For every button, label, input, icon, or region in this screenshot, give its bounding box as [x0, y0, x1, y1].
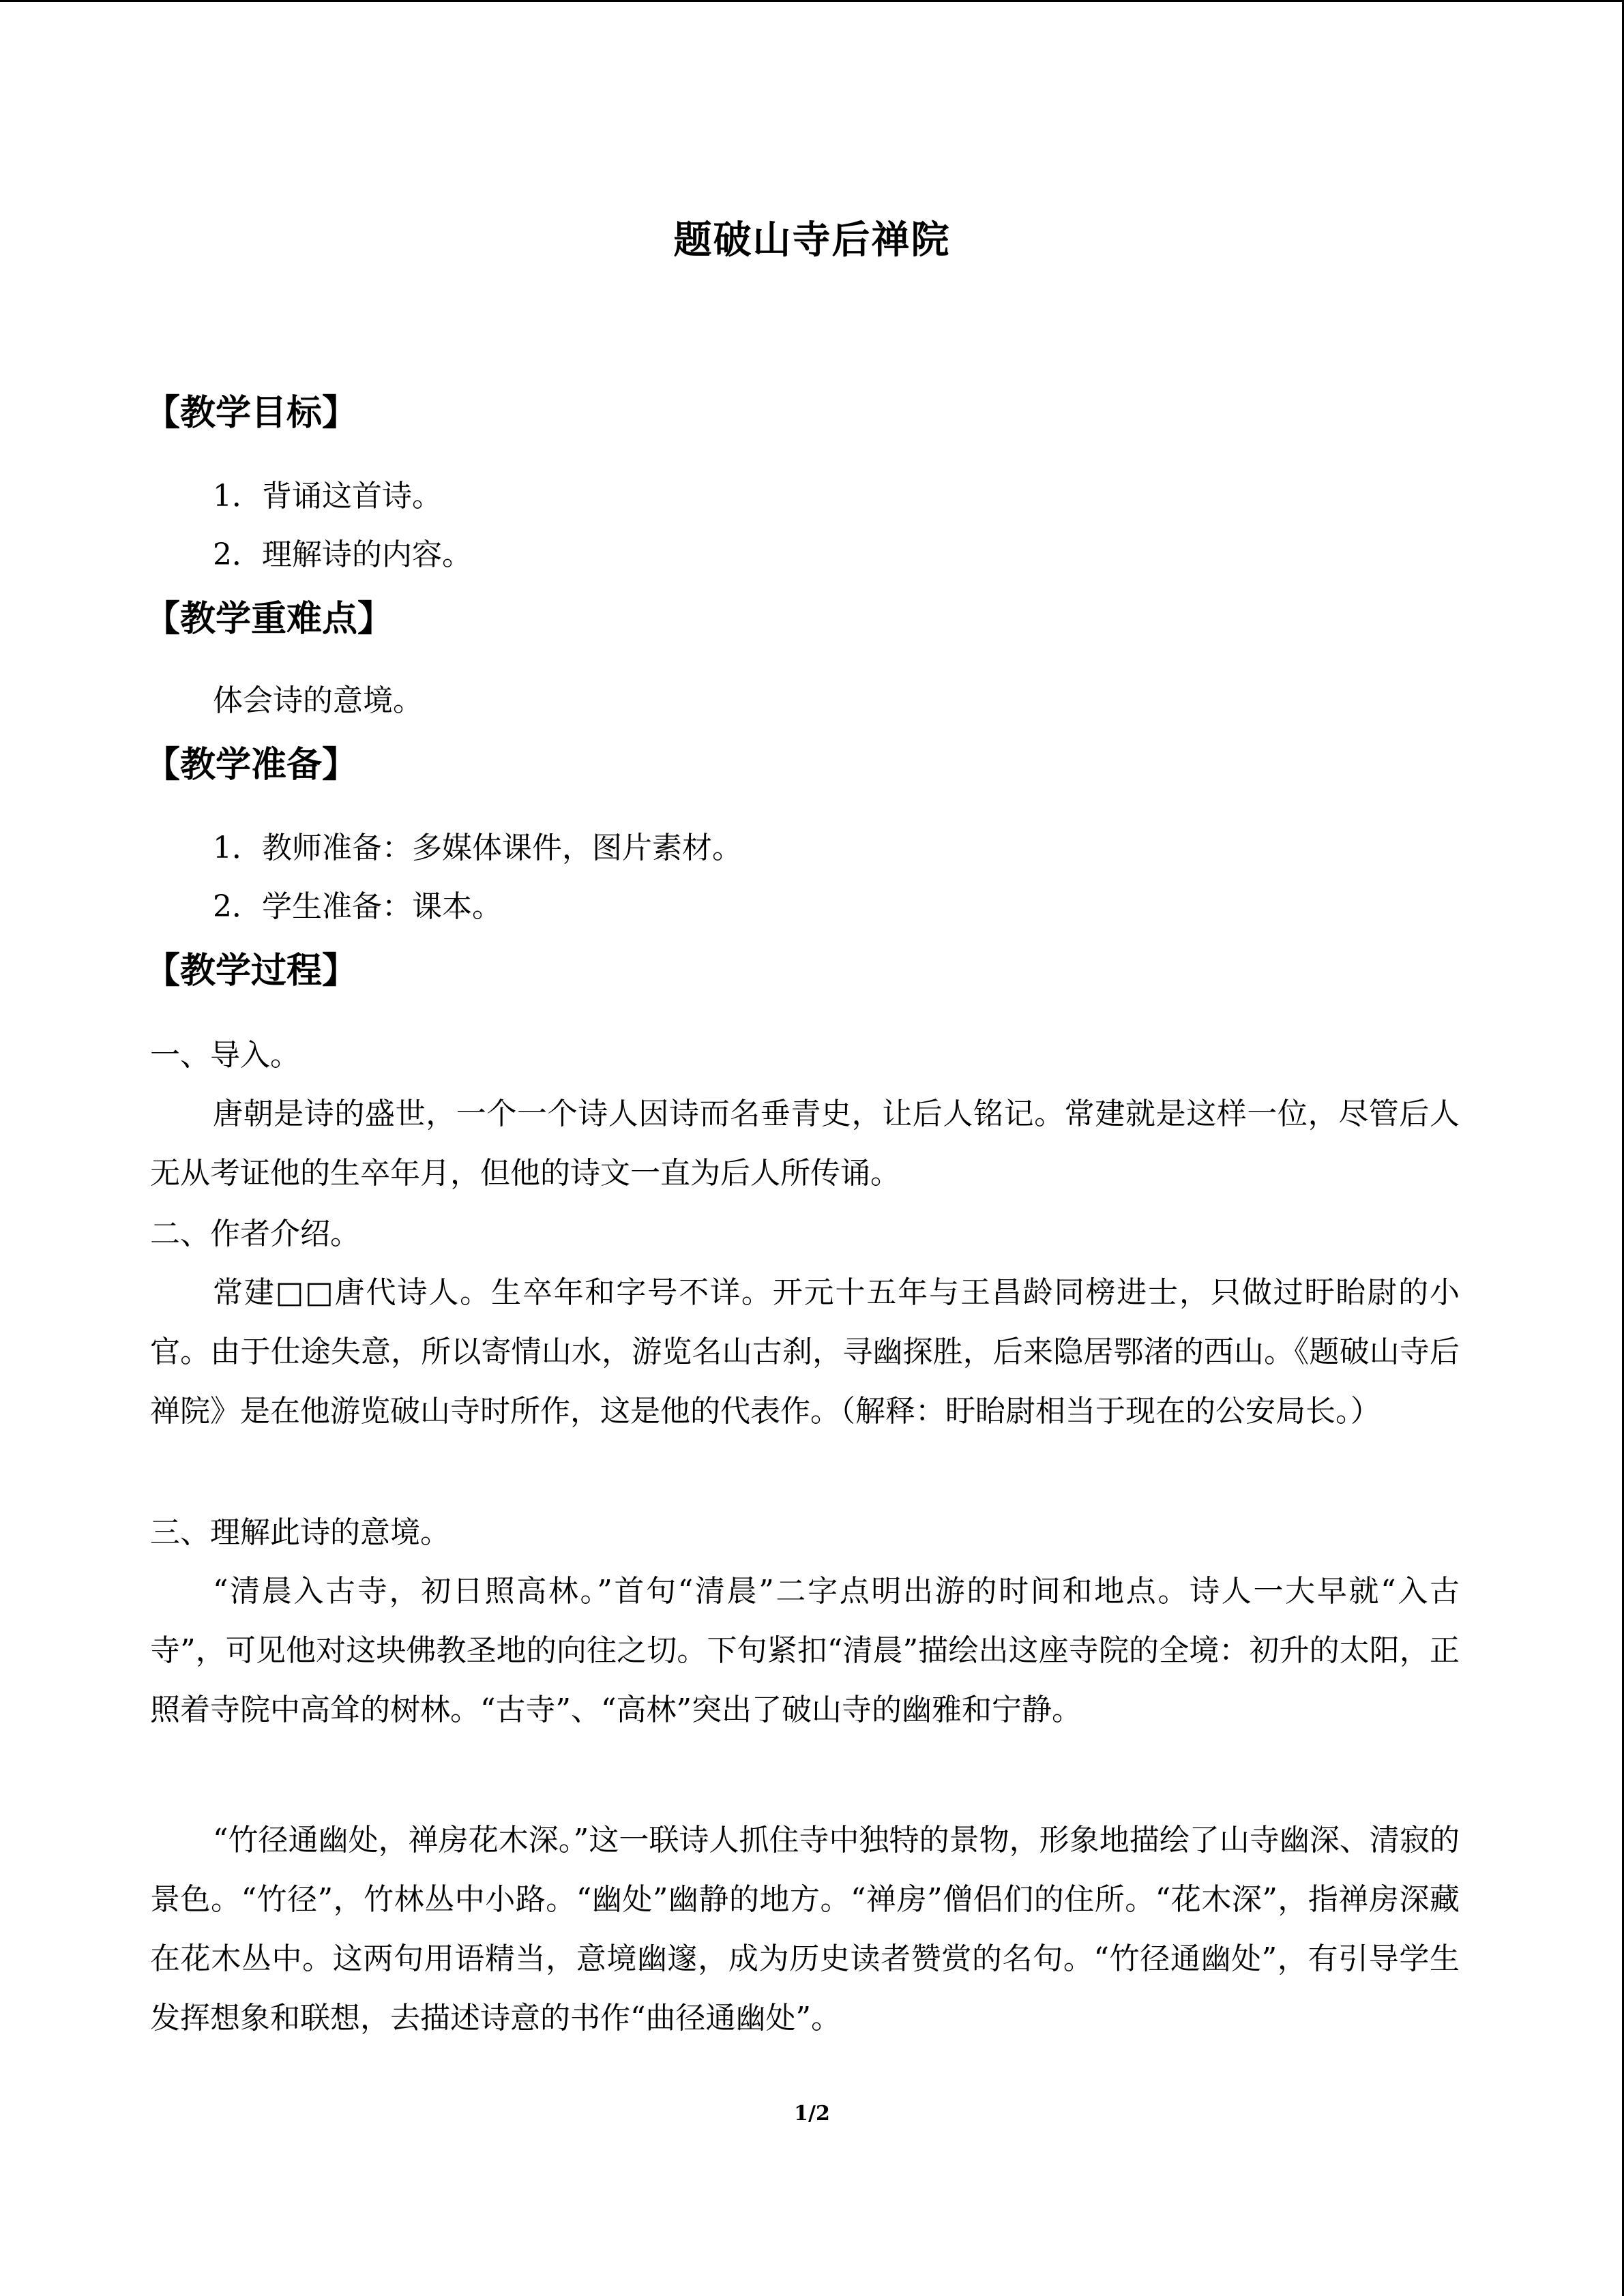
process-step1-title: 一、导入。 [150, 1038, 300, 1073]
heading-process: 【教学过程】 [145, 950, 358, 992]
preparation-item-1: 1．教师准备：多媒体课件，图片素材。 [213, 831, 742, 865]
page-top-border [0, 0, 1624, 2]
objective-item-1: 1．背诵这首诗。 [213, 479, 442, 513]
process-step1-text: 唐朝是诗的盛世，一个一个诗人因诗而名垂青史，让后人铭记。常建就是这样一位，尽管后人无从考证他的生卒年月，但他的诗文一直为后人所传诵。 [150, 1097, 1460, 1191]
process-step2-text: 常建□□唐代诗人。生卒年和字号不详。开元十五年与王昌龄同榜进士，只做过盱眙尉的小官。由于仕途失意，所以寄情山水，游览名山古刹，寻幽探胜，后来隐居鄂渚的西山。《题破山寺后禅院》是在他游览破山寺时所作，这是他的代表作。（解释：盱眙尉相当于现在的公安局长。） [150, 1275, 1460, 1429]
process-step2-title: 二、作者介绍。 [150, 1217, 360, 1251]
process-step3-title: 三、理解此诗的意境。 [150, 1515, 450, 1550]
document-title: 题破山寺后禅院 [673, 218, 951, 263]
key-points-text: 体会诗的意境。 [213, 683, 423, 718]
process-step3-text-1: “清晨入古寺，初日照高林。”首句“清晨”二字点明出游的时间和地点。诗人一大早就“入古寺”，可见他对这块佛教圣地的向往之切。下句紧扣“清晨”描绘出这座寺院的全境：初升的太阳，正照着寺院中高耸的树林。“古寺”、“高林”突出了破山寺的幽雅和宁静。 [150, 1574, 1460, 1727]
heading-objectives: 【教学目标】 [145, 392, 358, 434]
objective-item-2: 2．理解诗的内容。 [213, 537, 472, 572]
process-step3-text-2: “竹径通幽处，禅房花木深。”这一联诗人抓住寺中独特的景物，形象地描绘了山寺幽深、清寂的景色。“竹径”，竹林丛中小路。“幽处”幽静的地方。“禅房”僧侣们的住所。“花木深”，指禅房深藏在花木丛中。这两句用语精当，意境幽邃，成为历史读者赞赏的名句。“竹径通幽处”，有引导学生发挥想象和联想，去描述诗意的书作“曲径通幽处”。 [150, 1823, 1460, 2036]
heading-preparation: 【教学准备】 [145, 744, 358, 786]
heading-key-points: 【教学重难点】 [145, 598, 394, 640]
page-number: 1/2 [794, 2102, 830, 2126]
preparation-item-2: 2．学生准备：课本。 [213, 889, 502, 924]
